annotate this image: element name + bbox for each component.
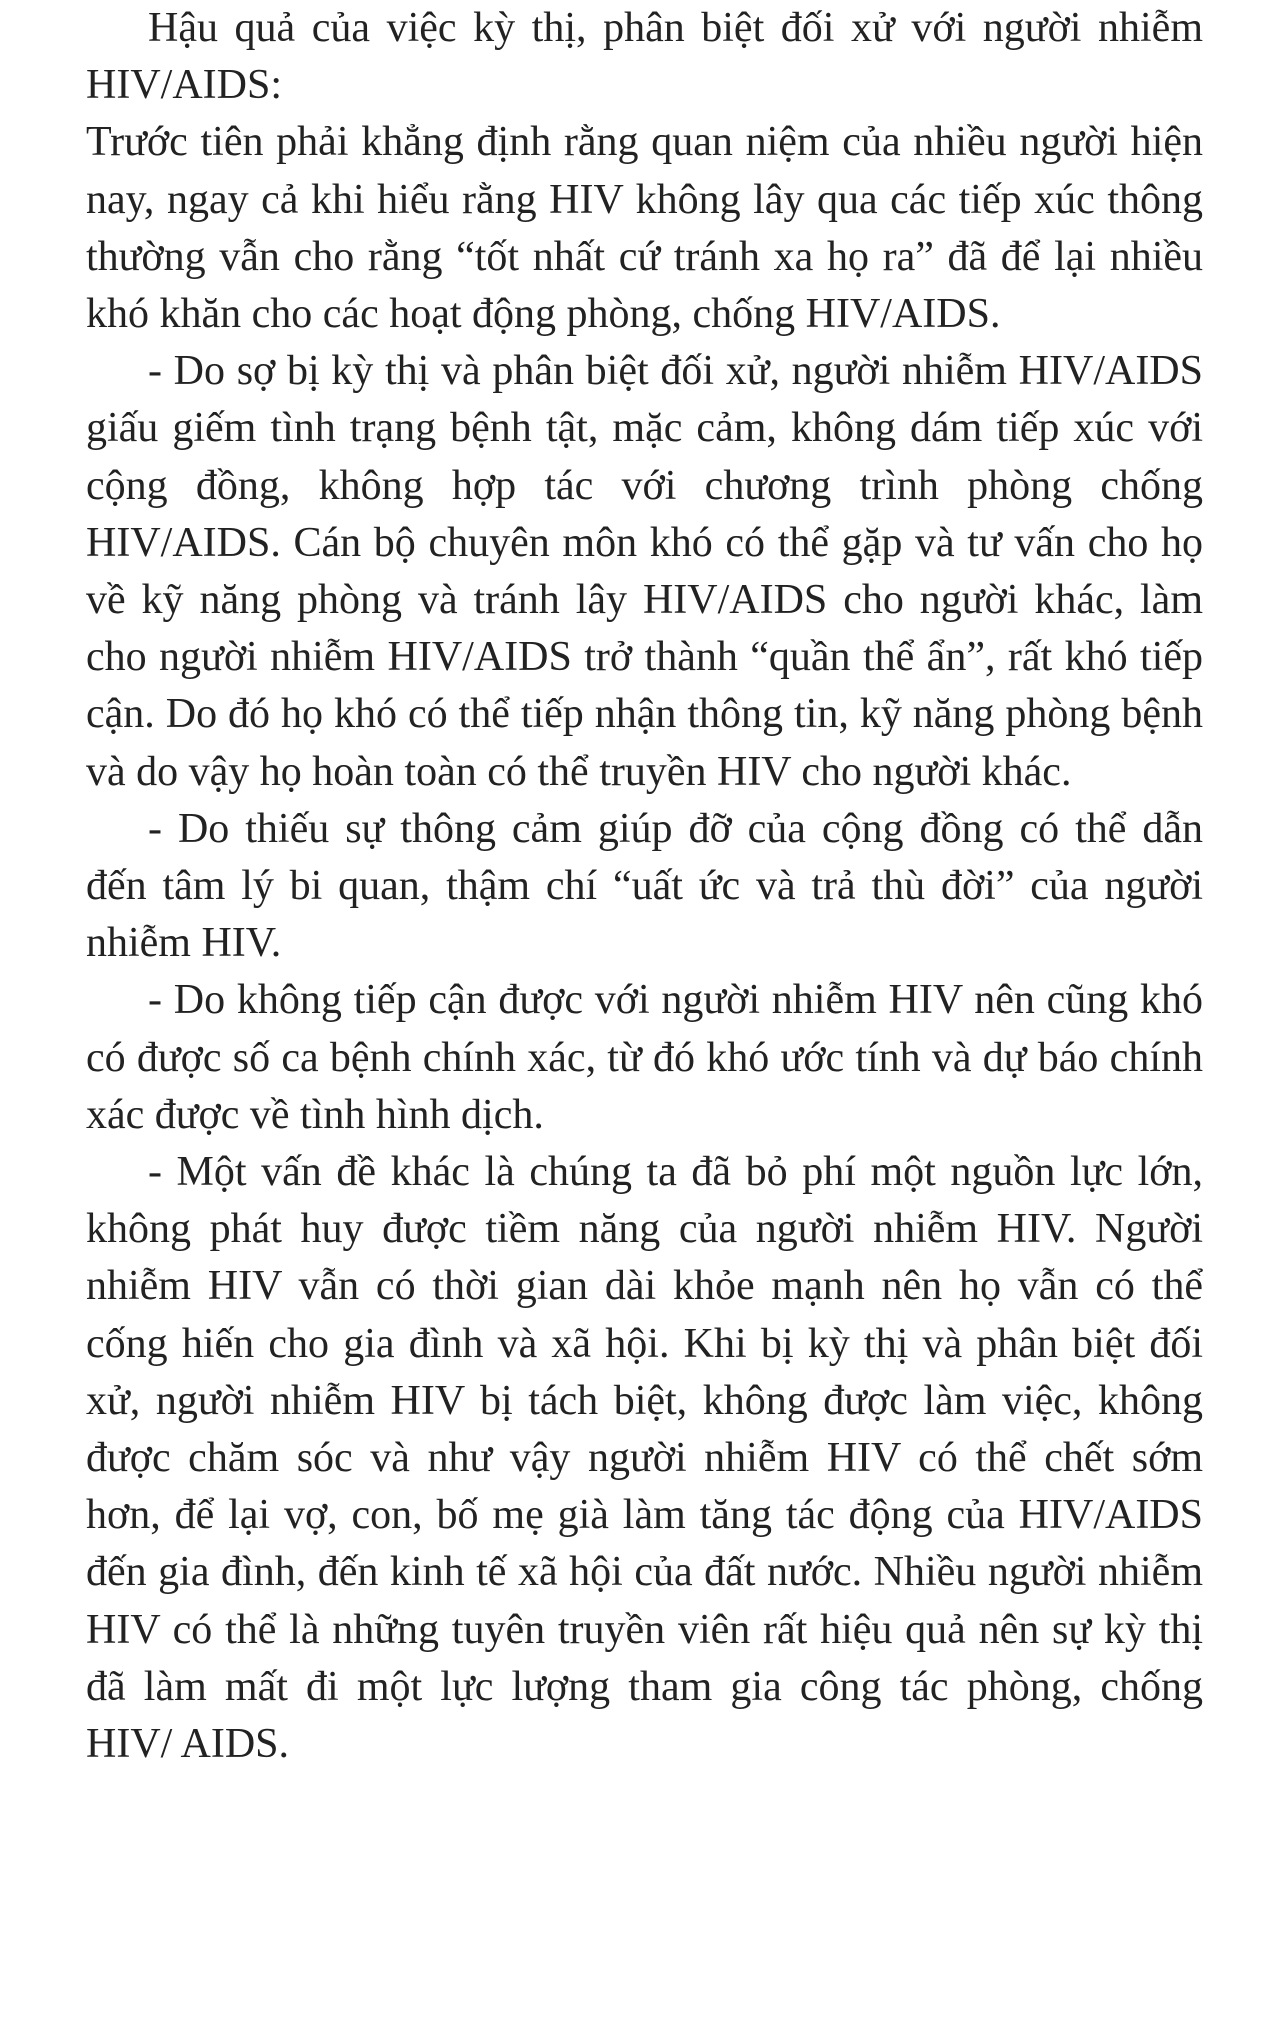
consequence-paragraph-2: - Do thiếu sự thông cảm giúp đỡ của cộng đồng có thể dẫn đến tâm lý bi quan, thậm chí “uất ức và trả thù đời” của người nhiễm HIV. xyxy=(86,805,1203,967)
intro-paragraph: Trước tiên phải khẳng định rằng quan niệm của nhiều người hiện nay, ngay cả khi hiểu rằng HIV không lây qua các tiếp xúc thông thường vẫn cho rằng “tốt nhất cứ tránh xa họ ra” đã để lại nhiều khó khăn cho các hoạt động phòng, chống HIV/AIDS. xyxy=(86,119,1203,338)
consequence-paragraph-4: - Một vấn đề khác là chúng ta đã bỏ phí một nguồn lực lớn, không phát huy được tiềm năng của người nhiễm HIV. Người nhiễm HIV vẫn có thời gian dài khỏe mạnh nên họ vẫn có thể cống hiến cho gia đình và xã hội. Khi bị kỳ thị và phân biệt đối xử, người nhiễm HIV bị tách biệt, không được làm việc, không được chăm sóc và như vậy người nhiễm HIV có thể chết sớm hơn, để lại vợ, con, bố mẹ già làm tăng tác động của HIV/AIDS đến gia đình, đến kinh tế xã hội của đất nước. Nhiều người nhiễm HIV có thể là những tuyên truyền viên rất hiệu quả nên sự kỳ thị đã làm mất đi một lực lượng tham gia công tác phòng, chống HIV/ AIDS. xyxy=(86,1149,1203,1768)
section-heading: Hậu quả của việc kỳ thị, phân biệt đối xử với người nhiễm HIV/AIDS: xyxy=(86,5,1203,109)
consequence-paragraph-3: - Do không tiếp cận được với người nhiễm HIV nên cũng khó có được số ca bệnh chính xác, từ đó khó ước tính và dự báo chính xác được về tình hình dịch. xyxy=(86,977,1203,1138)
consequence-paragraph-1: - Do sợ bị kỳ thị và phân biệt đối xử, người nhiễm HIV/AIDS giấu giếm tình trạng bệnh tật, mặc cảm, không dám tiếp xúc với cộng đồng, không hợp tác với chương trình phòng chống HIV/AIDS. Cán bộ chuyên môn khó có thể gặp và tư vấn cho họ về kỹ năng phòng và tránh lây HIV/AIDS cho người khác, làm cho người nhiễm HIV/AIDS trở thành “quần thể ẩn”, rất khó tiếp cận. Do đó họ khó có thể tiếp nhận thông tin, kỹ năng phòng bệnh và do vậy họ hoàn toàn có thể truyền HIV cho người khác. xyxy=(86,348,1203,795)
document-page xyxy=(86,0,1203,1773)
